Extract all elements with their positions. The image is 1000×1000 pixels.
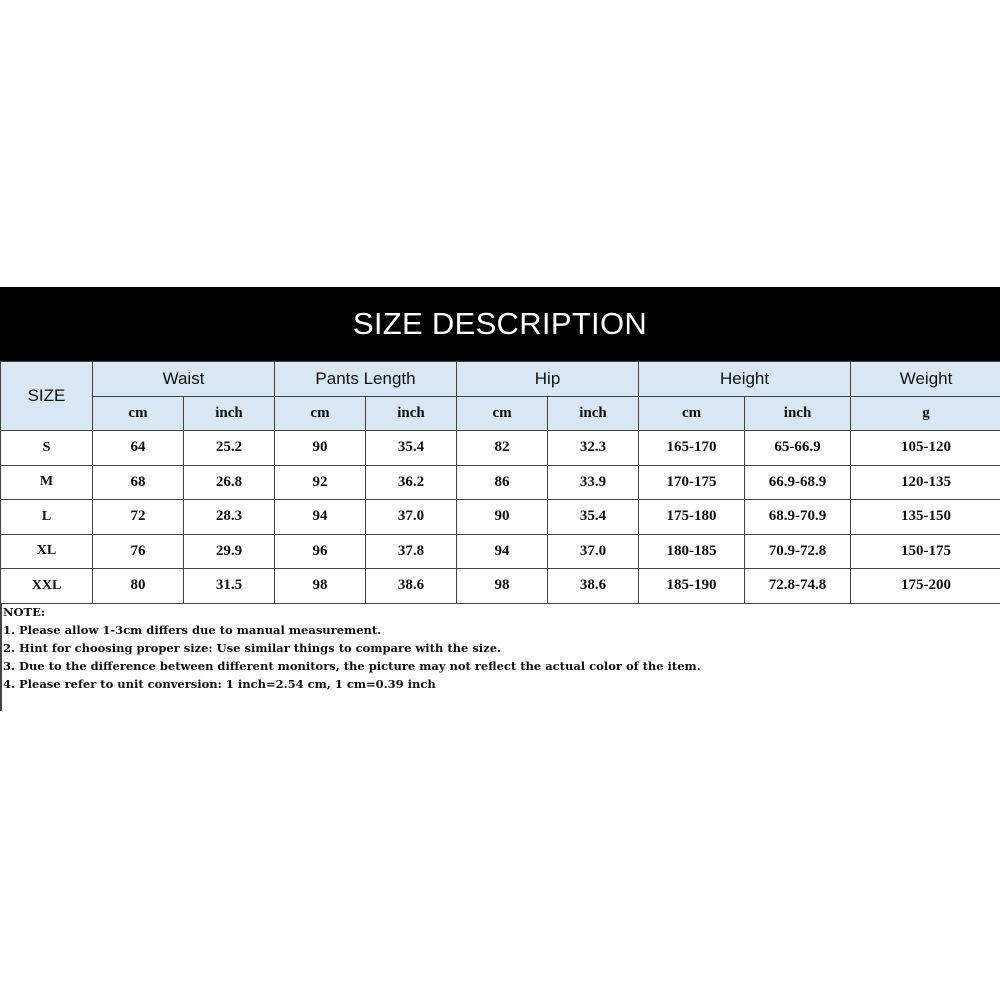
waist-cm-cell: 80 <box>93 569 184 604</box>
note-item: 2. Hint for choosing proper size: Use similar things to compare with the size. <box>3 641 502 655</box>
height-cm-cell: 185-190 <box>639 569 745 604</box>
unit-row <box>1 397 1000 431</box>
length-cm-cell: 94 <box>275 500 366 535</box>
weight-g-cell: 120-135 <box>851 465 1000 500</box>
hip-inch-cell: 38.6 <box>548 569 639 604</box>
hip-inch-cell: 37.0 <box>548 534 639 569</box>
length-cm-cell: 96 <box>275 534 366 569</box>
hip-cm-cell: 82 <box>457 431 548 466</box>
hip-header: Hip <box>457 362 639 397</box>
size-chart-table <box>0 361 1000 604</box>
unit-cell: inch <box>366 397 457 431</box>
unit-cell: cm <box>457 397 548 431</box>
unit-cell: g <box>851 397 1000 431</box>
length-cm-cell: 90 <box>275 431 366 466</box>
weight-g-cell: 105-120 <box>851 431 1000 466</box>
height-cm-cell: 180-185 <box>639 534 745 569</box>
hip-cm-cell: 86 <box>457 465 548 500</box>
weight-g-cell: 150-175 <box>851 534 1000 569</box>
table-row <box>1 534 1000 569</box>
hip-inch-cell: 32.3 <box>548 431 639 466</box>
size-header: SIZE <box>1 362 93 431</box>
weight-header: Weight <box>851 362 1000 397</box>
length-inch-cell: 37.8 <box>366 534 457 569</box>
notes-heading: NOTE: <box>3 605 46 619</box>
height-header: Height <box>639 362 851 397</box>
unit-cell: cm <box>639 397 745 431</box>
height-inch-cell: 68.9-70.9 <box>745 500 851 535</box>
waist-inch-cell: 26.8 <box>184 465 275 500</box>
height-inch-cell: 66.9-68.9 <box>745 465 851 500</box>
unit-cell: inch <box>548 397 639 431</box>
size-cell: XL <box>1 534 93 569</box>
hip-cm-cell: 98 <box>457 569 548 604</box>
size-cell: S <box>1 431 93 466</box>
unit-cell: cm <box>275 397 366 431</box>
weight-g-cell: 175-200 <box>851 569 1000 604</box>
hip-inch-cell: 33.9 <box>548 465 639 500</box>
length-inch-cell: 35.4 <box>366 431 457 466</box>
hip-cm-cell: 94 <box>457 534 548 569</box>
pants-length-header: Pants Length <box>275 362 457 397</box>
waist-inch-cell: 29.9 <box>184 534 275 569</box>
unit-cell: cm <box>93 397 184 431</box>
waist-inch-cell: 25.2 <box>184 431 275 466</box>
notes-left-border <box>0 603 2 711</box>
height-cm-cell: 175-180 <box>639 500 745 535</box>
waist-cm-cell: 64 <box>93 431 184 466</box>
height-inch-cell: 70.9-72.8 <box>745 534 851 569</box>
length-inch-cell: 37.0 <box>366 500 457 535</box>
hip-inch-cell: 35.4 <box>548 500 639 535</box>
waist-cm-cell: 76 <box>93 534 184 569</box>
table-row <box>1 465 1000 500</box>
waist-inch-cell: 31.5 <box>184 569 275 604</box>
size-cell: L <box>1 500 93 535</box>
length-cm-cell: 92 <box>275 465 366 500</box>
unit-cell: inch <box>745 397 851 431</box>
notes-section <box>3 603 993 693</box>
height-cm-cell: 165-170 <box>639 431 745 466</box>
table-row <box>1 569 1000 604</box>
weight-g-cell: 135-150 <box>851 500 1000 535</box>
length-inch-cell: 38.6 <box>366 569 457 604</box>
length-cm-cell: 98 <box>275 569 366 604</box>
waist-inch-cell: 28.3 <box>184 500 275 535</box>
table-row <box>1 431 1000 466</box>
waist-header: Waist <box>93 362 275 397</box>
size-description-title: SIZE DESCRIPTION <box>0 287 1000 361</box>
table-row <box>1 500 1000 535</box>
unit-cell: inch <box>184 397 275 431</box>
height-inch-cell: 72.8-74.8 <box>745 569 851 604</box>
height-cm-cell: 170-175 <box>639 465 745 500</box>
length-inch-cell: 36.2 <box>366 465 457 500</box>
waist-cm-cell: 68 <box>93 465 184 500</box>
header-row <box>1 362 1000 397</box>
hip-cm-cell: 90 <box>457 500 548 535</box>
height-inch-cell: 65-66.9 <box>745 431 851 466</box>
waist-cm-cell: 72 <box>93 500 184 535</box>
note-item: 4. Please refer to unit conversion: 1 inch=2.54 cm, 1 cm=0.39 inch <box>3 677 436 691</box>
note-item: 1. Please allow 1-3cm differs due to manual measurement. <box>3 623 382 637</box>
size-cell: M <box>1 465 93 500</box>
note-item: 3. Due to the difference between different monitors, the picture may not reflect the actual color of the item. <box>3 659 701 673</box>
size-cell: XXL <box>1 569 93 604</box>
